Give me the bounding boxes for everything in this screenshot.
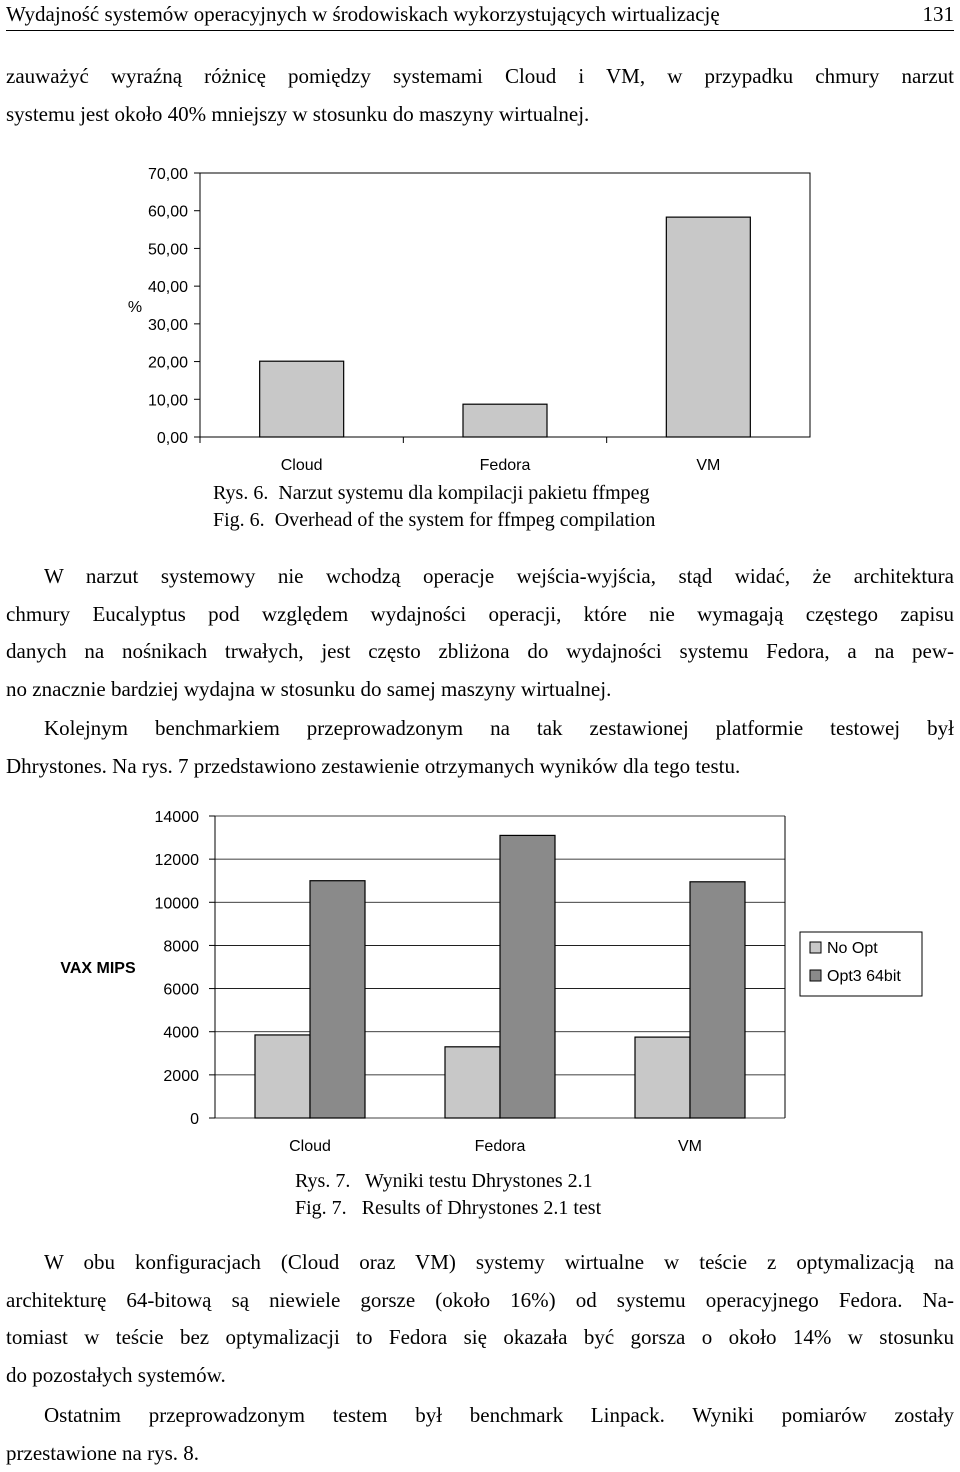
y-tick-label: 50,00 [147, 241, 188, 259]
caption-text: Overhead of the system for ffmpeg compilation [274, 509, 656, 531]
header-title: Wydajność systemów operacyjnych w środowiskach wykorzystujących wirtualizację [6, 2, 720, 26]
bar [255, 1035, 310, 1118]
y-tick-label: 0,00 [156, 430, 188, 447]
legend-label: Opt3 64bit [827, 968, 901, 985]
legend-label: No Opt [827, 940, 878, 957]
x-tick-label: Fedora [479, 457, 531, 474]
text-line: przestawione na rys. 8. [6, 1440, 200, 1465]
y-tick-label: 2000 [163, 1067, 199, 1085]
text-line: tomiast w teście bez optymalizacji to Fedora się okazała być gorsza o około 14% w stosunku [6, 1325, 954, 1349]
legend-swatch [810, 942, 821, 953]
y-axis-label: VAX MIPS [60, 960, 136, 977]
text-line: Kolejnym benchmarkiem przeprowadzonym na tak zestawionej platformie testowej był [44, 716, 954, 740]
caption-text: Wyniki testu Dhrystones 2.1 [364, 1170, 593, 1192]
y-tick-label: 12000 [154, 852, 199, 870]
text-line: architekturę 64-bitową są niewiele gorsze (około 16%) od systemu operacyjnego Fedora. Na- [6, 1287, 954, 1312]
paragraph-5 [6, 1397, 954, 1472]
caption-text: Results of Dhrystones 2.1 test [361, 1197, 602, 1219]
figure-7-caption-en [295, 1197, 601, 1220]
page-number: 131 [922, 2, 954, 26]
y-tick-label: 14000 [154, 809, 199, 826]
y-tick-label: 60,00 [147, 203, 188, 221]
x-tick-label: VM [696, 457, 721, 474]
x-tick-label: Cloud [289, 1138, 331, 1155]
text-line: W obu konfiguracjach (Cloud oraz VM) systemy wirtualne w teście z optymalizacją na [44, 1250, 954, 1274]
bar [310, 881, 365, 1118]
caption-text: Narzut systemu dla kompilacji pakietu ffmpeg [278, 482, 650, 504]
paragraph-4 [6, 1244, 954, 1394]
y-tick-label: 40,00 [147, 279, 188, 297]
text-line: no znacznie bardziej wydajna w stosunku do samej maszyny wirtualnej. [6, 676, 612, 701]
bar [635, 1037, 690, 1118]
bar [500, 835, 555, 1118]
text-line: Dhrystones. Na rys. 7 przedstawiono zestawienie otrzymanych wyników dla tego testu. [6, 753, 741, 778]
caption-number: Rys. 7. [295, 1170, 351, 1192]
caption-number: Fig. 7. [295, 1197, 347, 1219]
text-line: W narzut systemowy nie wchodzą operacje wejścia-wyjścia, stąd widać, że architektura [44, 564, 954, 588]
x-tick-label: Cloud [280, 457, 323, 474]
caption-number: Rys. 6. [213, 482, 269, 504]
text-line: danych na nośnikach trwałych, jest często zbliżona do wydajności systemu Fedora, a na pew- [6, 639, 954, 663]
y-tick-label: 10000 [154, 895, 199, 913]
y-tick-label: 0 [190, 1111, 199, 1128]
text-line: Ostatnim przeprowadzonym testem był benchmark Linpack. Wyniki pomiarów zostały [44, 1403, 954, 1427]
y-tick-label: 20,00 [147, 354, 188, 372]
y-tick-label: 30,00 [147, 316, 188, 334]
x-tick-label: Fedora [474, 1138, 526, 1155]
legend-swatch [810, 970, 821, 981]
y-tick-label: 8000 [163, 938, 199, 956]
y-tick-label: 10,00 [147, 392, 188, 410]
x-tick-label: VM [678, 1138, 702, 1155]
y-tick-label: 70,00 [147, 166, 188, 183]
bar [690, 882, 745, 1118]
y-tick-label: 6000 [163, 981, 199, 999]
caption-number: Fig. 6. [213, 509, 265, 531]
text-line: do pozostałych systemów. [6, 1362, 226, 1387]
text-line: zauważyć wyraźną różnicę pomiędzy systemami Cloud i VM, w przypadku chmury narzut [6, 64, 954, 88]
bar [445, 1047, 500, 1118]
text-line: systemu jest około 40% mniejszy w stosunku do maszyny wirtualnej. [6, 101, 590, 126]
y-axis-label: % [127, 299, 143, 316]
figure-7-caption-pl [295, 1170, 593, 1193]
text-line: chmury Eucalyptus pod względem wydajności operacji, które nie wymagają częstego zapisu [6, 601, 954, 626]
y-tick-label: 4000 [163, 1024, 199, 1042]
